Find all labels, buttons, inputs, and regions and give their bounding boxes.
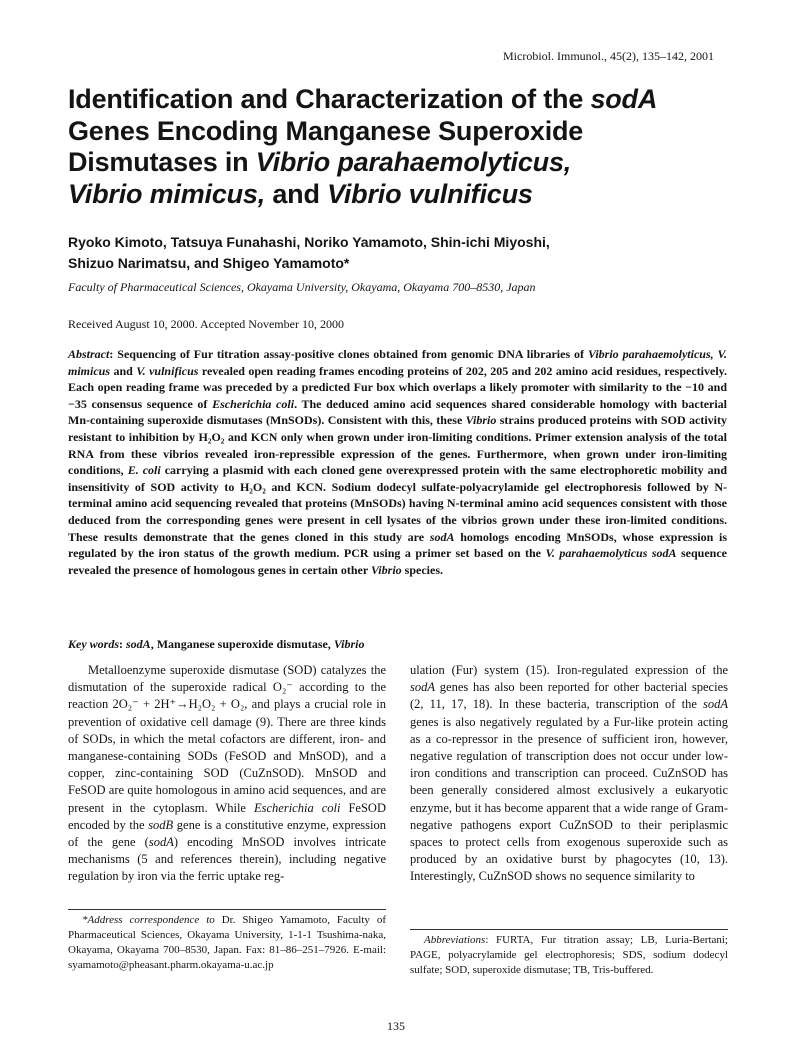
- gene-name: sodA: [148, 835, 174, 850]
- keywords-separator: :: [119, 637, 126, 651]
- body-text: FeSOD encoded by the: [68, 800, 386, 832]
- body-text: ) encoding MnSOD involves intricate mechanisms (5 and references therein), including negative regulation by iron via the ferric uptake reg-: [68, 835, 386, 884]
- title-line-4: [68, 179, 533, 209]
- keywords: [68, 637, 365, 652]
- title-text: Dismutases in: [68, 147, 256, 177]
- body-column-right: [410, 662, 728, 886]
- species-name: V. vulnificus: [136, 363, 199, 378]
- gene-name: sodA: [410, 680, 435, 695]
- author-line-2: Shizuo Narimatsu, and Shigeo Yamamoto*: [68, 255, 350, 271]
- page-number: 135: [387, 1019, 405, 1033]
- footnote-divider: [410, 929, 728, 930]
- body-column-left: [68, 662, 386, 886]
- body-text: Metalloenzyme superoxide dismutase (SOD) catalyzes the dismutation of the superoxide radical O₂⁻ according to the reaction 2O₂⁻ + 2H⁺→H₂O₂ + O₂, and plays a crucial role in prevention of oxidative cell damage (9). There are three kinds of SODs, in which the metal cofactors are different, iron- and manganese-containing SODs (FeSOD and MnSOD), and a copper, zinc-containing SOD (CuZnSOD). MnSOD and FeSOD are quite homologous in amino acid sequences, and are present in the cytoplasm. While: [68, 663, 386, 815]
- abstract-text: . The deduced amino acid sequences shared considerable homology with bacterial Mn-containing superoxide dismutases (MnSODs). Consistent with this, these: [68, 396, 728, 428]
- received-dates: Received August 10, 2000. Accepted November 10, 2000: [68, 317, 344, 331]
- title-line-1: [68, 84, 657, 114]
- footnote-text: : FURTA, Fur titration assay; LB, Luria-Bertani; PAGE, polyacrylamide gel electrophoresis; SDS, sodium dodecyl sulfate; SOD, superoxide dismutase; TB, Tris-buffered.: [410, 934, 728, 976]
- species-name: Vibrio parahaemolyticus, V. mimicus: [68, 347, 728, 378]
- correspondence-footnote: [68, 913, 386, 973]
- abstract-text: strains produced proteins with SOD activity resistant to inhibition by H₂O₂ and KCN only when grown under iron-limiting conditions. Primer extension analysis of the total RNA from these vibrios revealed iron-repressible expression of the genes. Furthermore, when grown under iron-limiting conditions,: [68, 413, 727, 478]
- title-species-name: Vibrio parahaemolyticus,: [255, 147, 572, 177]
- author-list: [68, 232, 728, 274]
- footnote-text: Dr. Shigeo Yamamoto, Faculty of Pharmaceutical Sciences, Okayama University, 1-1-1 Tsushima-naka, Okayama, Okayama 700–8530, Japan. Fax: 81–86–251–7926. E-mail: syamamoto@pheasant.pharm.okayama-u.ac.jp: [68, 914, 386, 971]
- article-title: [68, 84, 728, 210]
- title-line-2: Genes Encoding Manganese Superoxide: [68, 115, 584, 146]
- title-text: and: [265, 178, 328, 209]
- gene-name: sodB: [148, 817, 174, 832]
- body-text: ulation (Fur) system (15). Iron-regulated expression of the: [410, 663, 728, 677]
- abbreviations-footnote: [410, 933, 728, 978]
- species-name: E. coli: [127, 463, 161, 478]
- species-name: Vibrio: [370, 562, 402, 577]
- footnote-divider: [68, 909, 386, 910]
- keyword: sodA: [126, 637, 151, 651]
- keyword: , Manganese superoxide dismutase,: [150, 637, 334, 651]
- species-name: Escherichia coli: [212, 396, 295, 411]
- abstract-label: Abstract: [68, 347, 110, 361]
- footnote-label: *Address correspondence to: [82, 914, 215, 926]
- abstract: [68, 346, 727, 578]
- title-species-name: Vibrio mimicus,: [68, 178, 266, 209]
- abstract-text: sequence revealed the presence of homologous genes in certain other: [68, 546, 727, 577]
- author-line-1: Ryoko Kimoto, Tatsuya Funahashi, Noriko Yamamoto, Shin-ichi Miyoshi,: [68, 234, 550, 250]
- title-text: Identification and Characterization of the: [68, 84, 591, 114]
- body-text: genes is also negatively regulated by a Fur-like protein acting as a co-repressor in the presence of sufficient iron, however, negative regulation of transcription does not occur under low-iron conditions and transcription can proceed. CuZnSOD has been generally considered almost exclusively a eukaryotic enzyme, but it has become apparent that a wide range of Gram-negative pathogens export CuZnSOD to their periplasmic spaces to protect cells from exogenous superoxide such as produced by an oxidative burst by phagocytes (10, 13). Interestingly, CuZnSOD shows no sequence similarity to: [410, 714, 728, 884]
- affiliation: Faculty of Pharmaceutical Sciences, Okayama University, Okayama, Okayama 700–8530, Japan: [68, 280, 536, 294]
- abstract-text: and: [110, 363, 137, 378]
- gene-name: sodA: [429, 529, 455, 544]
- gene-name: sodA: [703, 697, 728, 712]
- title-line-3: [68, 147, 571, 177]
- title-gene-name: sodA: [590, 84, 658, 114]
- keywords-label: Key words: [68, 637, 119, 651]
- body-text: gene is a constitutive enzyme, expression of the gene (: [68, 817, 386, 850]
- abstract-text: : Sequencing of Fur titration assay-positive clones obtained from genomic DNA libraries of: [109, 347, 588, 361]
- species-name: V. parahaemolyticus sodA: [545, 546, 677, 561]
- footnote-label: Abbreviations: [424, 934, 486, 946]
- journal-reference: Microbiol. Immunol., 45(2), 135–142, 2001: [503, 49, 714, 63]
- abstract-text: revealed open reading frames encoding proteins of 202, 205 and 202 amino acid residues, respectively. Each open reading frame was preceded by a predicted Fur box which overlaps a likely promoter with similarity to the −10 and −35 consensus sequence of: [68, 363, 727, 411]
- body-text: genes has also been reported for other bacterial species (2, 11, 17, 18). In these bacteria, transcription of the: [410, 680, 728, 712]
- abstract-text: species.: [401, 562, 443, 577]
- title-species-name: Vibrio vulnificus: [327, 178, 533, 209]
- abstract-text: carrying a plasmid with each cloned gene overexpressed protein with the same electrophoretic mobility and insensitivity of SOD activity to H₂O₂ and KCN. Sodium dodecyl sulfate-polyacrylamide gel electrophoresis followed by N-terminal amino acid sequencing revealed that proteins (MnSODs) having N-terminal amino acid sequences consistent with those deduced from the corresponding genes were present in cell lysates of the vibrios grown under these iron-limited conditions. These results demonstrate that the genes cloned in this study are: [68, 463, 728, 544]
- species-name: Vibrio: [465, 413, 497, 428]
- keyword: Vibrio: [333, 637, 365, 651]
- species-name: Escherichia coli: [254, 800, 341, 815]
- abstract-text: homologs encoding MnSODs, whose expression is regulated by the iron status of the growth medium. PCR using a primer set based on the: [68, 529, 727, 561]
